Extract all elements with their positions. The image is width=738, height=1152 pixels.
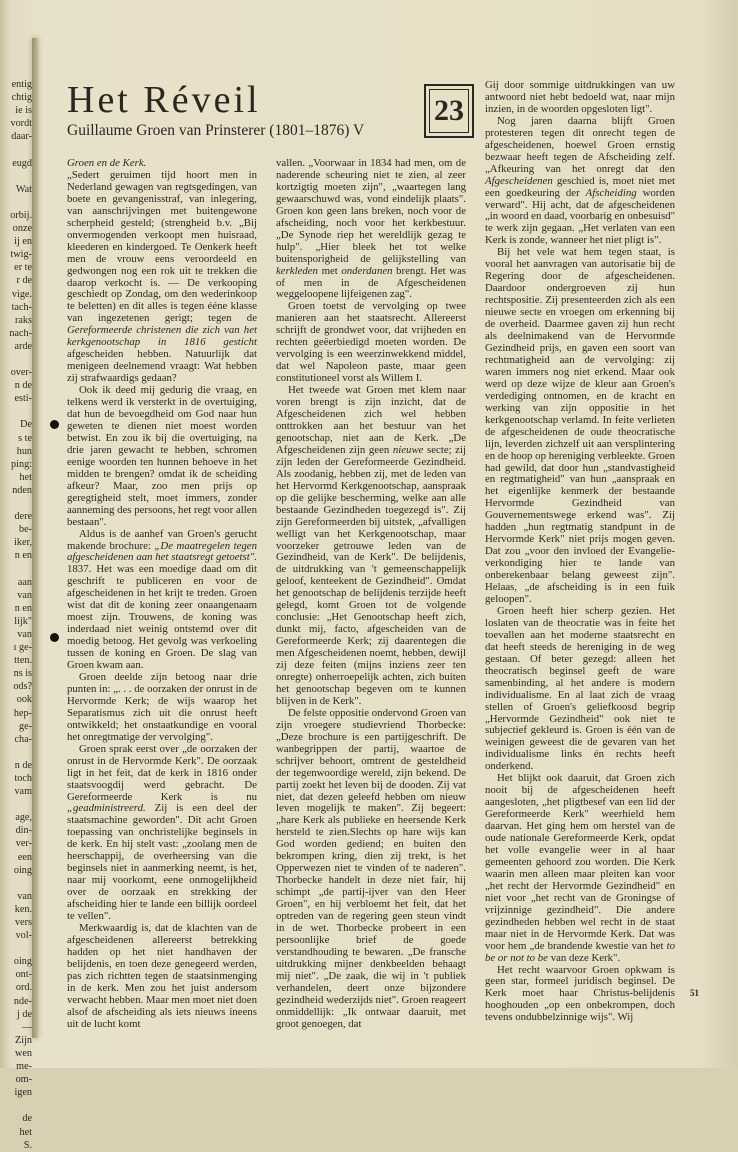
margin-fragment: het (19, 471, 32, 483)
margin-fragment: chtig (11, 92, 32, 104)
margin-fragment: oing (13, 956, 32, 968)
text-column-1 (67, 157, 257, 1030)
margin-fragment: een (17, 851, 32, 863)
margin-fragment: De (20, 419, 32, 431)
page-number: 51 (690, 988, 699, 998)
margin-fragment: het (19, 1126, 32, 1138)
margin-fragment (2, 798, 32, 811)
margin-fragment: ont- (15, 969, 32, 981)
article-subtitle: Guillaume Groen van Prinsterer (1801–1876) V (67, 122, 365, 139)
margin-fragment: n de (14, 380, 32, 392)
margin-fragment: ı ge- (13, 642, 32, 654)
margin-fragment (2, 170, 32, 183)
article-title: Het Réveil (67, 79, 261, 121)
margin-fragment: esti- (14, 393, 32, 405)
margin-fragment: nden (12, 484, 32, 496)
margin-fragment: oing (13, 864, 32, 876)
margin-fragment: tten. (14, 655, 32, 667)
paragraph: Groen sprak eerst over „de oorzaken der onrust in de Hervormde Kerk". De oorzaak ligt in het feit, dat de kerk in 1816 onder staatsvoogdij werd gebracht. De Gereformeerde Kerk is nu „geadministreerd. Zij is een deel der staatsmachine geworden". Dit acht Groen toepassing van onchristelijke beginsels in de kerk. En hij stelt vast: „zoolang men de heerschappij, de overheersing van die beginsels niet in aanmerking neemt, is het, naar mij voorkomt, eene onmogelijkheid over de oorzaak en strekking der afscheiding hier te lande een billijk oordeel te vellen". (67, 742, 257, 923)
margin-fragment: van (17, 589, 32, 601)
margin-fragment: twig- (10, 249, 32, 261)
paragraph: Bij het vele wat hem tegen staat, is vooral het aanvragen van autorisatie bij de Regering door de afgescheidenen. Daardoor ondergroeven zij hun rechtspositie. Zij presenteerden zich als een nieuwe secte en vroegen om erkenning bij de overheid. Daarmee gaven zij hun recht als deelnimakend van de Hervormde Gezindheid prijs, en gaven een soort van rechtmatigheid aan de vervolging: zij waren immers nog niet erkend. Maar ook werd op deze wijze de kleur aan Groen's verdediging ontnomen, en de kracht en werking van zijn oppositie in het kerkgenootschap verlamd. In feite verlieten de afgescheidenen de oude theocratische lijn, leverden zichzelf uit aan versplintering en de hoop op hereniging verbleekte. Groen had gewild, dat door hun „standvastigheid en regtmatigheid" van hun „aanspraak en het eigenlijke kenmerk der bestaande Hervormde Gezindheid van Gouvernementswege erkend was". Zij hadden „hun regtmatig standpunt in de Hervormde Kerk" niet prijs mogen geven. Dat zou „voor den invloed der Evangelie-verkondiging hier te lande van onberekenbaar belang geweest zijn". Helaas, „de afscheiding is in een fuik geloopen". (485, 246, 675, 605)
margin-fragment: toch (14, 772, 32, 784)
binding-hole-icon (50, 420, 59, 429)
margin-fragment: s te (18, 432, 32, 444)
margin-fragment: ie is (15, 105, 32, 117)
margin-fragment: daar- (11, 131, 32, 143)
paragraph: Het tweede wat Groen met klem naar voren brengt is zijn inzicht, dat de Afgescheidenen zich wel hebben onttrokken aan het bestuur van het genootschap, niet aan de Kerk. „De Afgescheidenen zijn geen nieuwe secte; zij zijn leden der Gereformeerde Gezindheid. Als zoodanig, hebben zij, met de leden van het Hervormd Kerkgenootschap, aanspraak op die gelijke bescherming, welke aan alle bestaande Gezindheden toegezegd is". Zij zijn Gereformeerden bij uitstek, „afvalligen welligt van het Kerkgenootschap, maar voorzeker getrouwe leden van de Gezindheid, van de Kerk". De belijdenis, de uitdrukking van 't gemeenschappelijk geloof, kenteekent de Gezindheid". Omdat het genootschap de belijdenis terzijde heeft gelegd, komt Groen tot de volgende conclusie: „Het Genootschap heeft zich, dunkt mij, facto, afgescheiden van de Gereformeerde Kerk; zij daarentegen die men Afgescheidenen noemt, hebben, dewijl zij deze feiten (mijns inziens zeer ten onregte) onherroepelijk achten, zich buiten het genootschap begeven om te kunnen blijven in de Kerk". (276, 384, 466, 707)
margin-fragment: vige. (11, 288, 32, 300)
margin-fragment (2, 196, 32, 209)
margin-fragment: om- (15, 1074, 32, 1086)
paragraph: Het blijkt ook daaruit, dat Groen zich nooit bij de afgescheidenen heeft aangesloten, „het pligtbesef van een lid der Gereformeerde Kerk" weerhield hem daarvan. Het ging hem om herstel van de oude nationale Gereformeerde Kerk, opdat het volle evangelie weer in al haar gemeenten gehoord zou worden. Die Kerk waarin men alleen maar pleiten kan voor „het recht der Hervormde Gezindheid" en niet voor „het recht van de Groningse of vrijzinnige gezindheid". Die andere gezindheden hebben wel recht in de staat maar niet in de Hervormde Kerk. Dat was voor hem „de brandende kwestie van het to be or not to be van deze Kerk". (485, 772, 675, 964)
margin-fragment: er te (14, 262, 32, 274)
margin-fragment: vordt (10, 118, 32, 130)
paragraph: Groen deelde zijn betoog naar drie punten in: „. . . de oorzaken der onrust in de Hervormde Kerk; de wijs waarop het Separatismus zich uit die onrust heeft ontwikkeld; het onstaatkundige en vooral het onregtmatige der vervolging". (67, 670, 257, 743)
margin-fragment: ods? (13, 681, 32, 693)
margin-fragment: over- (10, 367, 32, 379)
paragraph: Het recht waarvoor Groen opkwam is geen star, formeel juridisch beginsel. De Kerk moet haar Christus-belijdenis hooghouden „op een onbekrompen, doch tevens ondubbelzinnige wijs". Wij (485, 963, 675, 1024)
margin-fragment: ken. (14, 903, 32, 915)
margin-fragment (2, 877, 32, 890)
margin-fragment: cha- (14, 733, 32, 745)
margin-fragment: ver- (15, 838, 32, 850)
paragraph: „Sedert geruimen tijd hoort men in Nederland gewagen van regtsgedingen, van boete en gevangenisstraf, van inlegering, van aanschrijvingen met buitengewone scherpheid gesteld; (strengheid b.v. „Bij onvermogenden verkoopt men huisraad, kleederen en kindergoed. Te Oenkerk heeft men de vrouw eens veroordeeld en gedwongen nog een rok uit te trekken die daarop verkocht is. — De verkooping geschiedt op Zondag, om den wederinkoop te beletten) en dit alles is tegen ééne klasse van ingezetenen gerigt; tegen de Gereformeerde christenen die zich van het kerkgenootschap in 1816 gesticht afgescheiden hebben. Natuurlijk dat menigeen deelnemend vraagt: Wat hebben zij strafwaardigs gedaan? (67, 168, 257, 385)
margin-fragment: S. (23, 1139, 32, 1151)
paragraph: Groen heeft hier scherp gezien. Het loslaten van de theocratie was in feite het toevallen aan het moderne staatsrecht en dat heeft steeds de hereniging in de weg gestaan. Of beter gezegd: alleen het theocratisch beginsel geeft de ware samenbinding, al het andere is modern individualisme. En al laat zich de vraag stellen of Groen's geliefkoosd begrip „Hervormde Gezindheid" ook niet te subjectief gekleurd is. Groen is één van de weinigen geweest die de gevaren van het individualisme links én rechts heeft onderkend. (485, 604, 675, 773)
paragraph: Merkwaardig is, dat de klachten van de afgescheidenen allereerst betrekking hadden op het niet handhaven der belijdenis, en toen deze genegeerd werden, pas zich richtten tegen de staatsinmenging in de kerk. Men zou het juist andersom verwacht hebben. Maar men moet niet doen alsof de afscheiding als iets nieuws ineens uit de lucht komt (67, 922, 257, 1030)
margin-fragment (2, 1099, 32, 1112)
margin-fragment: hep- (13, 707, 32, 719)
paragraph: Nog jaren daarna blijft Groen protesteren tegen dit onrecht tegen de afgescheidenen, hoewel Groen ernstig bezwaar heeft tegen de Afscheiding zelf. „Afkeuring van het onregt dat den Afgescheidenen geschied is, moet niet met een goedkeuring der Afscheiding worden verward". Hij acht, dat de afgescheidenen „in woord en daad, voorbarig en onbesuisd" te werk zijn gegaan. „Het verlaten van een Kerk is zonde, wanneer het niet pligt is". (485, 114, 676, 247)
margin-fragment: ij en (14, 236, 32, 248)
margin-fragment: tach- (11, 301, 32, 313)
margin-fragment: van (17, 890, 32, 902)
paragraph: Groen toetst de vervolging op twee manieren aan het staatsrecht. Allereerst schrijft de grondwet voor, dat vrijheden en rechten geëerbiedigd moeten worden. De vervolging is een weerzinwekkend middel, dat wel Napoleon paste, maar geen constitutioneel vorst als Willem I. (276, 300, 466, 385)
paragraph: Gij door sommige uitdrukkingen van uw antwoord niet hebt bedoeld wat, naar mijn inzien, in de woorden opgesloten ligt". (485, 79, 675, 115)
issue-number-badge (424, 84, 474, 138)
margin-fragment: raks (15, 314, 32, 326)
margin-fragment: din- (15, 825, 32, 837)
margin-fragment: igen (14, 1087, 32, 1099)
margin-fragment (2, 497, 32, 510)
margin-fragment: arde (14, 340, 32, 352)
margin-fragment: ook (16, 694, 32, 706)
margin-fragment: ge- (18, 720, 32, 732)
margin-fragment: vers (15, 917, 32, 928)
margin-fragment: nde- (13, 995, 32, 1007)
margin-fragment: ns is (13, 668, 32, 680)
margin-fragment: r de (16, 275, 32, 287)
margin-fragment: aan (17, 576, 32, 588)
margin-fragment: ping: (11, 458, 32, 470)
margin-fragment: j de (17, 1008, 32, 1020)
margin-fragment: age, (15, 812, 32, 824)
issue-number: 23 (429, 89, 469, 133)
paragraph: Aldus is de aanhef van Groen's gerucht makende brochure: „De maatregelen tegen afgescheidenen aan het staatsregt getoetst". 1837. Het was een moedige daad om dit geschrift te publiceren en voor de afgescheidenen in het krijt te treden. Groen wist dat dit de koning zeer onaangenaam moest zijn. Trouwens, de koning was inderdaad niet weinig ontstemd over dit moedig betoog. Het gevolg was verkoeling tussen de koning en Groen. De slag van Groen kwam aan. (67, 527, 257, 672)
page-gutter (32, 38, 38, 1038)
margin-fragment: me- (16, 1061, 32, 1073)
margin-fragment: Wat (15, 183, 32, 195)
margin-fragment (2, 405, 32, 418)
margin-fragment: Zijn (15, 1034, 32, 1046)
margin-fragment: eugd (12, 157, 32, 169)
paragraph: De felste oppositie ondervond Groen van zijn vroegere studievriend Thorbecke: „Deze brochure is een partijgeschrift. De wanbegrippen der partij, waartoe de schrijver behoort, omtrent de gesteldheid der tegenwoordige wereld, zijn bekend. De partij zoekt het leven bij de dooden. Zij vat niet, dat dezen geleefd hebben om nieuw leven mogelijk te maken". Zij begeert: „hare Kerk als publieke en heersende Kerk hersteld te zien.Slechts op hare wijs kan God worden gediend; en buiten den bekrompen kring, dien zij trekt, is het Opperwezen niet te vinden of te naderen". Thorbecke handelt in deze niet fair, hij schimpt „de partij-ijver van den Heer Groen", en hij verbloemt het feit, dat het optreden van de regering geen steun vindt in de wet. Thorbecke probeert in een persoonlijke brief de goede verstandhouding te bewaren. „De fransche uitdrukking mijner denkbeelden behaagt mij niet". „De zaak, die wij in 't publiek verhandelen, deert onze bijzondere gezindheid wederzijds niet". Groen reageert onmiddellijk: „Ik ontwaar daaruit, met groot genoegen, dat (276, 706, 466, 1030)
binding-hole-icon (50, 633, 59, 642)
paragraph: Ook ik deed mij gedurig die vraag, en telkens werd ik versterkt in de overtuiging, dat hun de bevoegdheid om God naar hun geweten te dienen niet moest worden betwist. En zou ik bij die overtuiging, na drie jaren gewacht te hebben, schromen eenige woorden ten hunnen behoeve in het midden te brengen? omdat ik de scheiding afkeur? Maar, zoo men prijs op geregtigheid stelt, moet immers, zonder aanneming des persoons, het regt voor allen bestaan". (67, 384, 257, 528)
margin-fragment: ord. (15, 982, 32, 994)
margin-fragment: de (22, 1113, 32, 1125)
margin-fragment (2, 942, 32, 955)
margin-fragment: n de (14, 759, 32, 771)
margin-fragment: wen (15, 1047, 32, 1059)
margin-fragment: be- (18, 524, 32, 536)
margin-fragment: van (17, 628, 32, 640)
text-column-3 (485, 79, 676, 1024)
margin-fragment (2, 143, 32, 156)
margin-fragment: hun (16, 445, 32, 457)
margin-fragment (2, 353, 32, 366)
text-column-2 (276, 157, 466, 1030)
margin-fragment: iker, (14, 537, 32, 549)
margin-fragment: n en (14, 550, 32, 562)
paragraph: vallen. „Voorwaar in 1834 had men, om de naderende scheuring niet te zien, al zeer kortzigtig moeten zijn", „waartegen lang gewaarschuwd was, vond eindelijk plaats". Groen kon geen lans breken, noch voor de afscheiding, noch voor het kerkbestuur. „De Synode riep het wereldlijk gezag te hulp". „Hier bleek het tot welke buitensporigheid de gelijkstelling van kerkleden met onderdanen brengt. Het was of men in de Afgescheidenen weggeloopene lijfeigenen zag". (276, 157, 466, 301)
margin-fragment: entig (11, 79, 32, 90)
margin-fragment: lijk" (14, 615, 32, 627)
margin-fragment: vam (14, 786, 32, 798)
left-page-fragment (2, 78, 32, 1152)
margin-fragment (2, 562, 32, 575)
margin-fragment: dere (14, 511, 32, 523)
margin-fragment (2, 746, 32, 759)
margin-fragment: onze (12, 223, 32, 235)
section-heading: Groen en de Kerk. (67, 157, 147, 169)
margin-fragment: vol- (15, 930, 32, 942)
margin-fragment: orbij. (10, 209, 32, 221)
margin-fragment: nach- (9, 327, 32, 339)
margin-fragment: — (21, 1021, 32, 1033)
margin-fragment: n en (14, 602, 32, 614)
